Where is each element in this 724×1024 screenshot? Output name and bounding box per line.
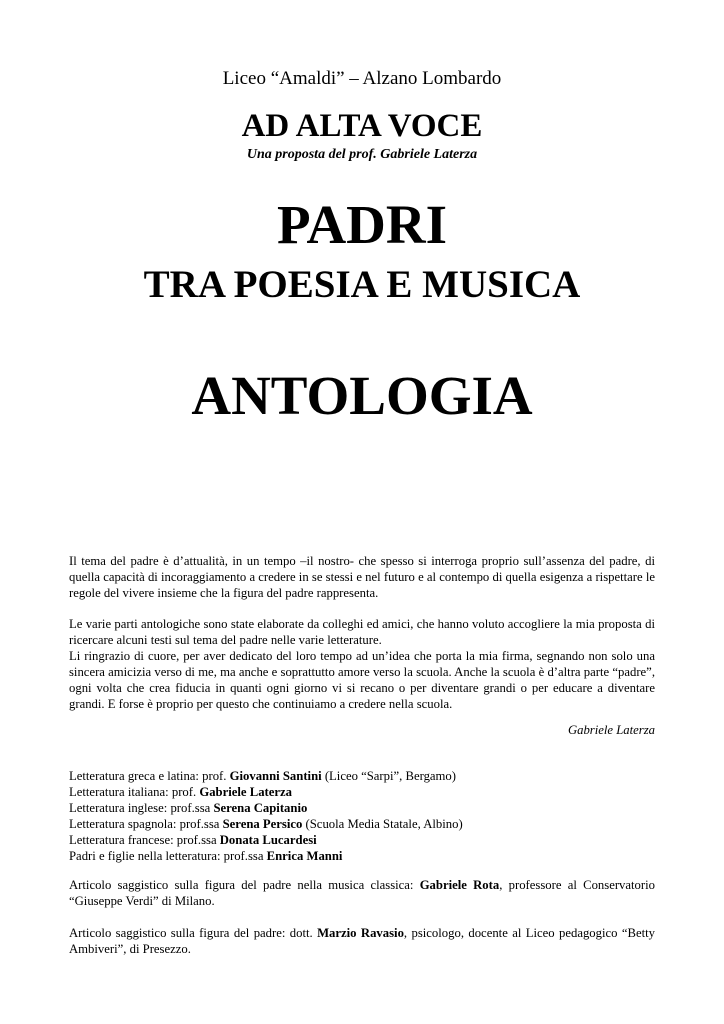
credit-line [69,800,655,816]
credit-name: Giovanni Santini [229,769,322,783]
credit-name: Serena Capitanio [213,801,308,815]
credit-role: Letteratura inglese: prof.ssa [69,801,214,815]
credit-line [69,784,655,800]
credit-name: Enrica Manni [266,849,343,863]
credit-role: Letteratura greca e latina: prof. [69,769,230,783]
credit-name: Serena Persico [222,817,303,831]
article-note-2 [69,925,655,957]
credit-role: Padri e figlie nella letteratura: prof.ssa [69,849,267,863]
credit-affiliation: (Scuola Media Statale, Albino) [302,817,463,831]
article-description: Articolo saggistico sulla figura del padre nella musica classica: [69,878,420,892]
intro-paragraphs-2-3 [69,616,655,712]
article-affiliation: , psicologo, docente al Liceo pedagogico “Betty Ambiveri”, di Presezzo. [69,926,655,956]
article-note-1 [69,877,655,909]
credits-list [69,768,655,864]
signature: Gabriele Laterza [567,723,655,737]
article-author: Gabriele Rota [419,878,500,892]
school-name: Liceo “Amaldi” – Alzano Lombardo [222,68,502,89]
credit-affiliation: (Liceo “Sarpi”, Bergamo) [321,769,456,783]
credit-role: Letteratura spagnola: prof.ssa [69,817,223,831]
main-title: PADRI [276,194,448,255]
credit-line [69,768,655,784]
credit-name: Donata Lucardesi [219,833,317,847]
article-author: Marzio Ravasio [317,926,404,940]
article-affiliation: , professore al Conservatorio “Giuseppe Verdi” di Milano. [69,878,655,908]
credit-role: Letteratura francese: prof.ssa [69,833,220,847]
subtitle: TRA POESIA E MUSICA [143,263,581,306]
article-description: Articolo saggistico sulla figura del padre: dott. [69,926,318,940]
proposal-line: Una proposta del prof. Gabriele Laterza [246,147,478,162]
intro-paragraph-1: Il tema del padre è d’attualità, in un tempo –il nostro- che spesso si interroga proprio sull’assenza del padre, di quella capacità di incoraggiamento a credere in se stessi e nel futuro e al contempo di quella esigenza a rispettare le regole del vivere insieme che la figura del padre rappresenta. [69,554,655,600]
credit-line [69,816,655,832]
intro-paragraph-2: Le varie parti antologiche sono state elaborate da colleghi ed amici, che hanno voluto accogliere la mia proposta di ricercare alcuni testi sul tema del padre nelle varie letterature. [69,617,655,647]
credit-line [69,832,655,848]
intro-paragraph-3: Li ringrazio di cuore, per aver dedicato del loro tempo ad un’idea che porta la mia firma, segnando non solo una sincera amicizia verso di me, ma anche e soprattutto amore verso la scuola. Anche la scuola è d’altra parte “padre”, ogni volta che crea fiducia in quanti ogni giorno vi si recano o per diventare grandi o per educare a diventare grandi. E forse è proprio per questo che continuiamo a credere nella scuola. [69,649,655,711]
credit-line [69,848,655,864]
series-title: AD ALTA VOCE [241,108,483,144]
credit-name: Gabriele Laterza [199,785,292,799]
credit-role: Letteratura italiana: prof. [69,785,200,799]
anthology-title: ANTOLOGIA [191,365,533,426]
